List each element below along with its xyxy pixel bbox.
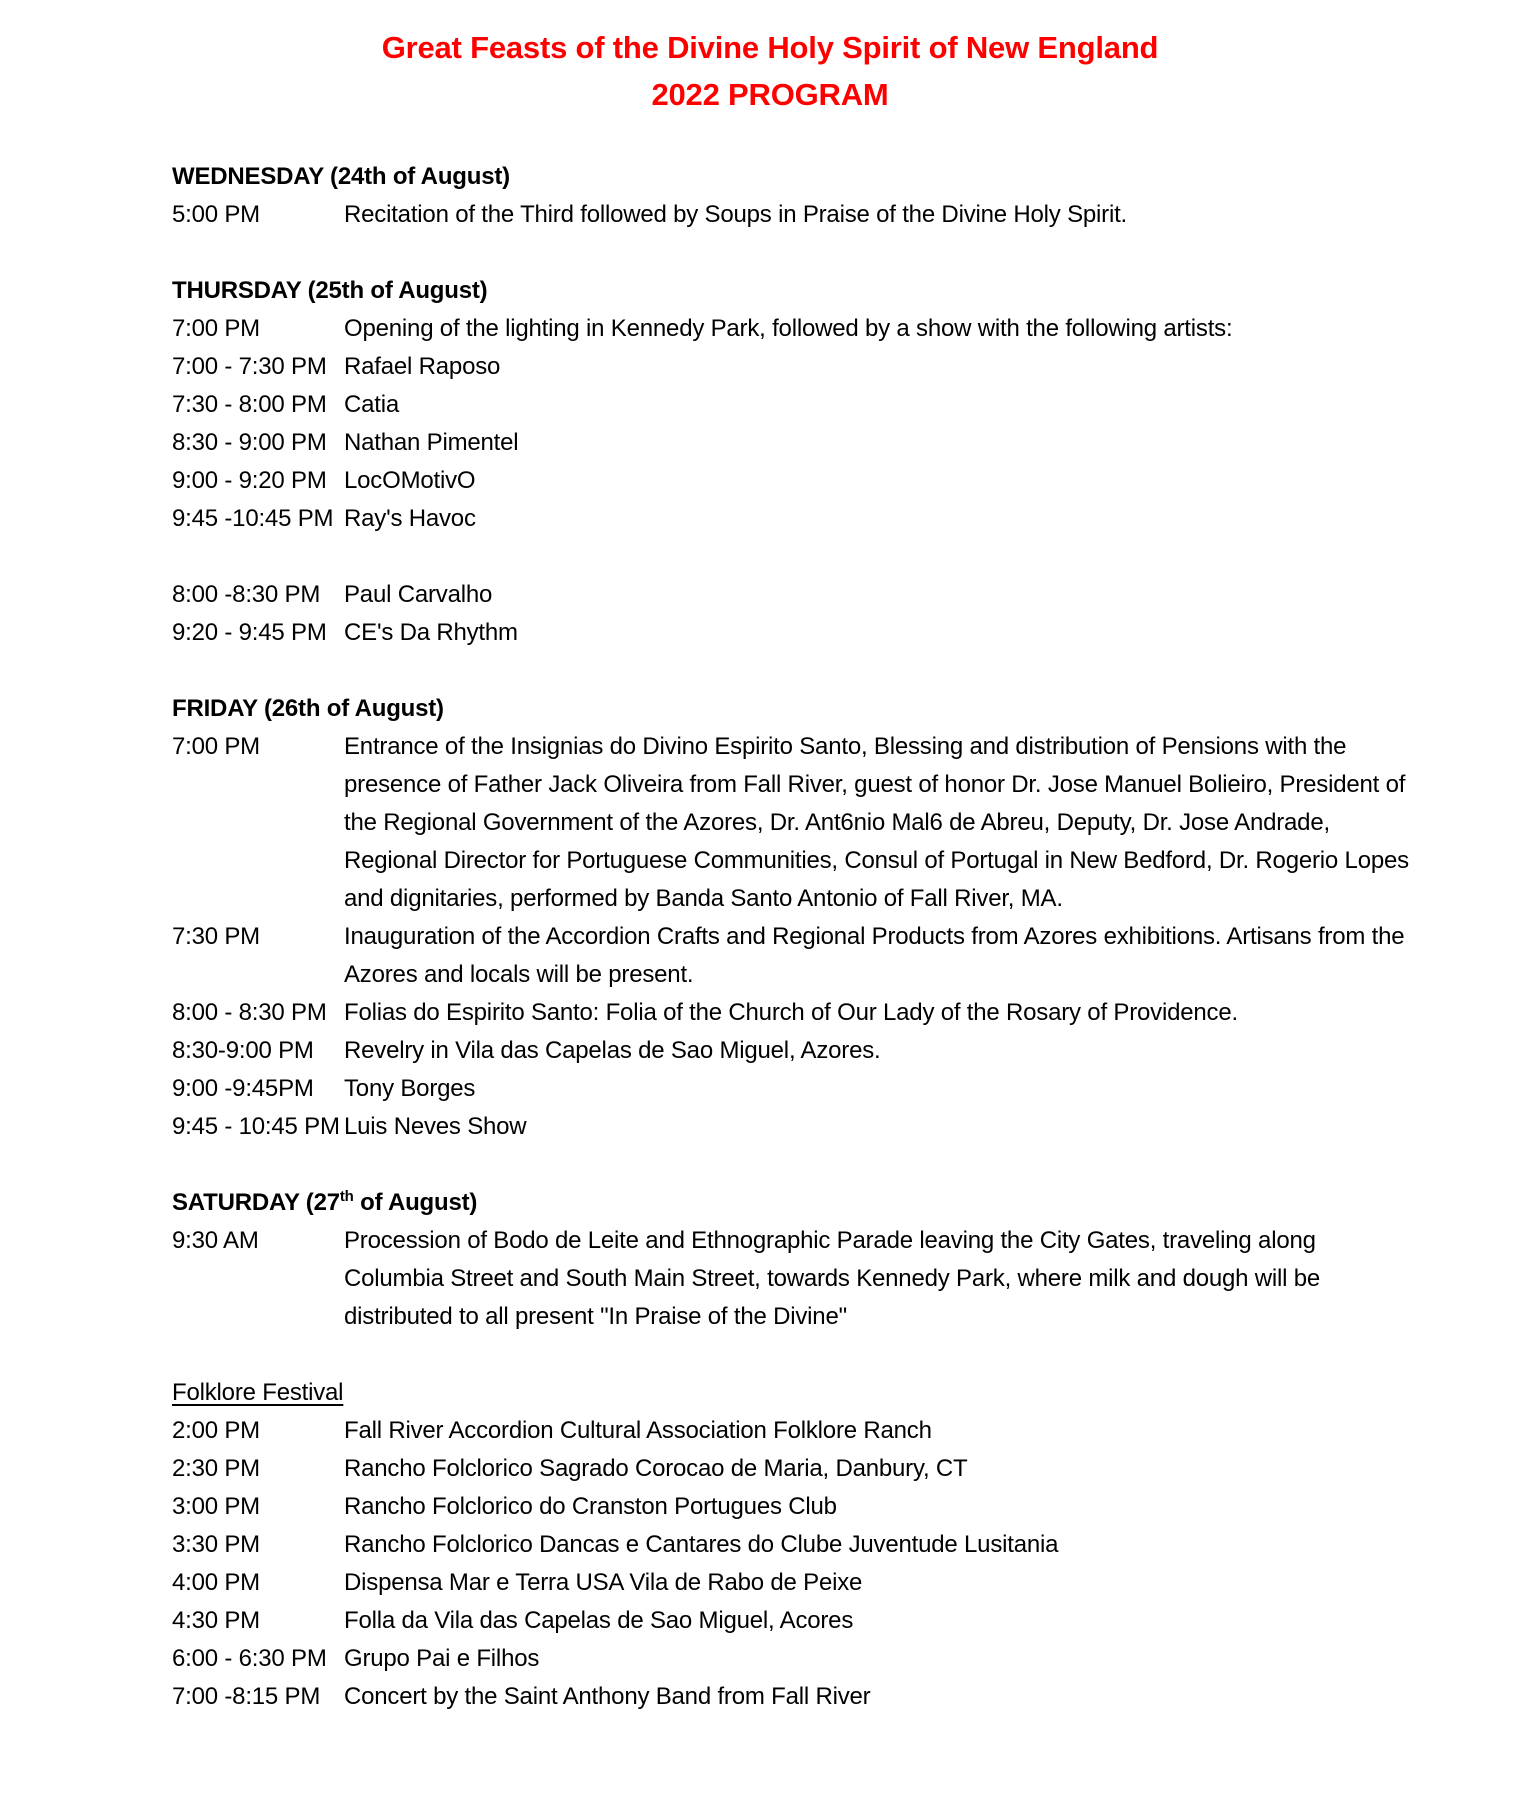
time-cell: 8:00 -8:30 PM	[172, 581, 321, 608]
schedule-row	[172, 1640, 1420, 1678]
time-cell: 8:30 - 9:00 PM	[172, 429, 327, 456]
section-saturday	[172, 1184, 1420, 1336]
time-cell: 6:00 - 6:30 PM	[172, 1645, 327, 1672]
schedule-row	[172, 310, 1420, 348]
description-cell: Dispensa Mar e Terra USA Vila de Rabo de Peixe	[344, 1569, 863, 1596]
description-cell: Folla da Vila das Capelas de Sao Miguel, Acores	[344, 1607, 854, 1634]
schedule-row	[172, 1108, 1420, 1146]
time-cell: 9:30 AM	[172, 1227, 259, 1254]
description-cell: Entrance of the Insignias do Divino Espirito Santo, Blessing and distribution of Pensions with the presence of Father Jack Oliveira from Fall River, guest of honor Dr. Jose Manuel Bolieiro, President of the Regional Government of the Azores, Dr. Ant6nio Mal6 de Abreu, Deputy, Dr. Jose Andrade, Regional Director for Portuguese Communities, Consul of Portugal in New Bedford, Dr. Rogerio Lopes and dignitaries, performed by Banda Santo Antonio of Fall River, MA.	[344, 733, 1409, 912]
time-cell: 2:30 PM	[172, 1455, 260, 1482]
section-thursday	[172, 272, 1420, 652]
schedule-row	[172, 1032, 1420, 1070]
time-cell: 9:20 - 9:45 PM	[172, 619, 327, 646]
description-cell: Tony Borges	[344, 1075, 476, 1102]
description-cell: LocOMotivO	[344, 467, 476, 494]
description-cell: Revelry in Vila das Capelas de Sao Miguel, Azores.	[344, 1037, 881, 1064]
description-cell: Recitation of the Third followed by Soups in Praise of the Divine Holy Spirit.	[344, 201, 1128, 228]
schedule-row	[172, 1488, 1420, 1526]
schedule-row	[172, 1450, 1420, 1488]
time-cell: 3:00 PM	[172, 1493, 260, 1520]
time-cell: 7:00 PM	[172, 315, 260, 342]
time-cell: 7:00 -8:15 PM	[172, 1683, 321, 1710]
schedule-row	[172, 1526, 1420, 1564]
schedule-row	[172, 462, 1420, 500]
schedule-row	[172, 576, 1420, 614]
schedule-row	[172, 1564, 1420, 1602]
time-cell: 9:45 -10:45 PM	[172, 505, 334, 532]
description-cell: Ray's Havoc	[344, 505, 476, 532]
schedule-row	[172, 614, 1420, 652]
time-cell: 9:00 - 9:20 PM	[172, 467, 327, 494]
time-cell: 7:00 - 7:30 PM	[172, 353, 327, 380]
schedule-row	[172, 1222, 1420, 1336]
description-cell: Rancho Folclorico Dancas e Cantares do Clube Juventude Lusitania	[344, 1531, 1059, 1558]
heading-text: of August)	[353, 1189, 478, 1216]
section-heading	[172, 1184, 1420, 1222]
time-cell: 9:45 - 10:45 PM	[172, 1113, 340, 1140]
time-cell: 7:30 - 8:00 PM	[172, 391, 327, 418]
page-title-line2: 2022 PROGRAM	[651, 77, 889, 112]
schedule-row	[172, 994, 1420, 1032]
description-cell: Procession of Bodo de Leite and Ethnographic Parade leaving the City Gates, traveling along Columbia Street and South Main Street, towards Kennedy Park, where milk and dough will be distributed to all present "In Praise of the Divine"	[344, 1227, 1321, 1330]
schedule-row	[172, 348, 1420, 386]
description-cell: Rancho Folclorico Sagrado Corocao de Maria, Danbury, CT	[344, 1455, 968, 1482]
schedule-row	[172, 500, 1420, 538]
page-title	[0, 24, 1540, 118]
time-cell: 7:30 PM	[172, 923, 260, 950]
program-schedule	[172, 158, 1420, 1716]
description-cell: Folias do Espirito Santo: Folia of the Church of Our Lady of the Rosary of Providence.	[344, 999, 1238, 1026]
description-cell: Nathan Pimentel	[344, 429, 519, 456]
time-cell: 2:00 PM	[172, 1417, 260, 1444]
schedule-row	[172, 918, 1420, 994]
section-heading: FRIDAY (26th of August)	[172, 695, 444, 722]
schedule-row	[172, 424, 1420, 462]
time-cell: 3:30 PM	[172, 1531, 260, 1558]
description-cell: Concert by the Saint Anthony Band from Fall River	[344, 1683, 871, 1710]
description-cell: Catia	[344, 391, 400, 418]
description-cell: CE's Da Rhythm	[344, 619, 518, 646]
section-wednesday	[172, 158, 1420, 234]
schedule-row	[172, 1678, 1420, 1716]
schedule-row	[172, 728, 1420, 918]
schedule-row	[172, 1602, 1420, 1640]
heading-text: SATURDAY (27	[172, 1189, 340, 1216]
time-cell: 7:00 PM	[172, 733, 260, 760]
schedule-row	[172, 386, 1420, 424]
time-cell: 5:00 PM	[172, 201, 260, 228]
description-cell: Opening of the lighting in Kennedy Park, followed by a show with the following artists:	[344, 315, 1233, 342]
description-cell: Rancho Folclorico do Cranston Portugues Club	[344, 1493, 837, 1520]
section-heading: THURSDAY (25th of August)	[172, 277, 488, 304]
section-folklore-festival	[172, 1374, 1420, 1716]
schedule-row	[172, 1412, 1420, 1450]
time-cell: 4:30 PM	[172, 1607, 260, 1634]
description-cell: Paul Carvalho	[344, 581, 493, 608]
section-friday	[172, 690, 1420, 1146]
schedule-row	[172, 1070, 1420, 1108]
folklore-festival-heading: Folklore Festival	[172, 1379, 344, 1406]
time-cell: 9:00 -9:45PM	[172, 1075, 314, 1102]
time-cell: 4:00 PM	[172, 1569, 260, 1596]
description-cell: Rafael Raposo	[344, 353, 501, 380]
description-cell: Grupo Pai e Filhos	[344, 1645, 540, 1672]
blank-line	[172, 538, 1420, 576]
description-cell: Fall River Accordion Cultural Association Folklore Ranch	[344, 1417, 932, 1444]
schedule-row	[172, 196, 1420, 234]
heading-superscript: th	[339, 1188, 354, 1205]
time-cell: 8:30-9:00 PM	[172, 1037, 314, 1064]
description-cell: Luis Neves Show	[344, 1113, 527, 1140]
description-cell: Inauguration of the Accordion Crafts and Regional Products from Azores exhibitions. Artisans from the Azores and locals will be present.	[344, 923, 1405, 988]
time-cell: 8:00 - 8:30 PM	[172, 999, 327, 1026]
page-title-line1: Great Feasts of the Divine Holy Spirit of New England	[381, 30, 1159, 65]
section-heading: WEDNESDAY (24th of August)	[172, 163, 510, 190]
